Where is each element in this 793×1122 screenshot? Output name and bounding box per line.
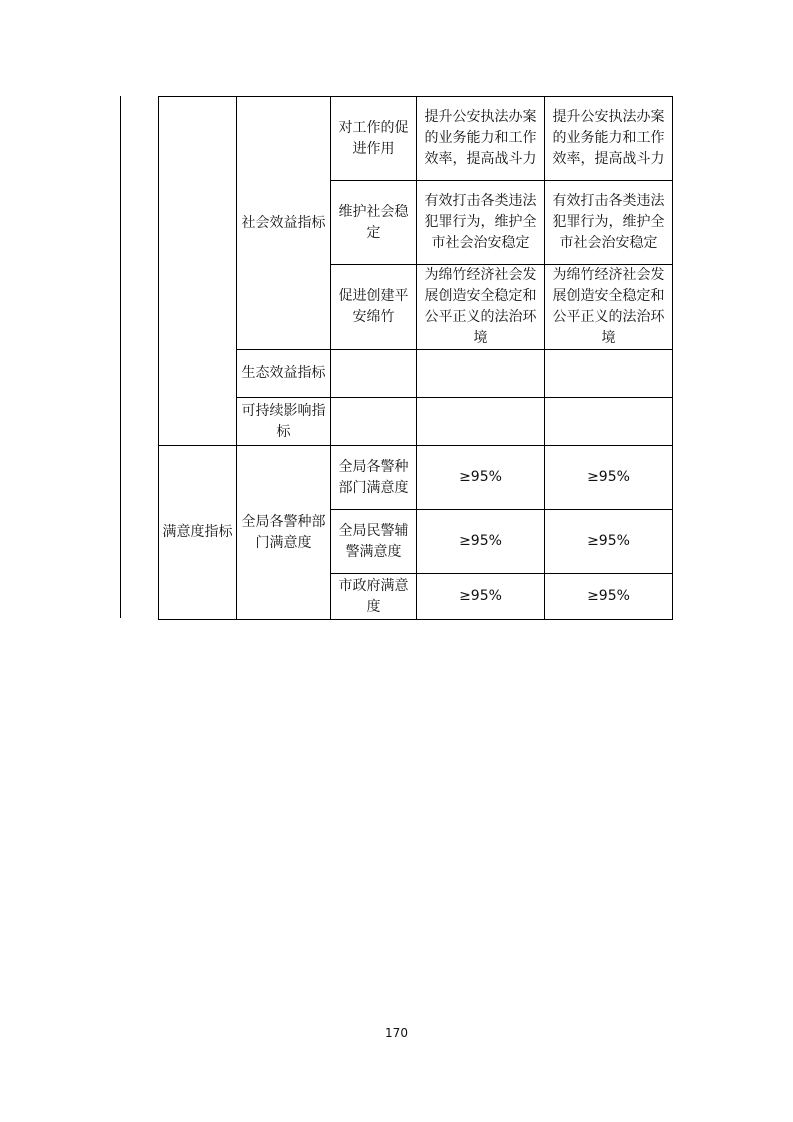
indicator-actual: 提升公安执法办案的业务能力和工作效率，提高战斗力 [545,97,673,181]
social-benefit-category: 社会效益指标 [237,97,331,350]
performance-indicator-table [158,96,673,620]
page-number: 170 [385,1026,408,1040]
satisfaction-level2: 全局各警种部门满意度 [237,446,331,620]
indicator-name: 对工作的促进作用 [331,97,417,181]
indicator-actual-empty [545,350,673,398]
indicator-name-empty [331,398,417,446]
indicator-actual: 有效打击各类违法犯罪行为，维护全市社会治安稳定 [545,181,673,265]
indicator-actual: 为绵竹经济社会发展创造安全稳定和公平正义的法治环境 [545,265,673,350]
indicator-target: 提升公安执法办案的业务能力和工作效率，提高战斗力 [417,97,545,181]
level1-cell-empty [159,97,237,446]
indicator-target: ≥95% [417,510,545,574]
indicator-target-empty [417,398,545,446]
table-row [159,350,673,398]
indicator-actual: ≥95% [545,510,673,574]
indicator-name-empty [331,350,417,398]
indicator-name: 促进创建平安绵竹 [331,265,417,350]
table-left-border-outer [120,96,121,618]
ecological-benefit-category: 生态效益指标 [237,350,331,398]
satisfaction-level1: 满意度指标 [159,446,237,620]
indicator-target: 有效打击各类违法犯罪行为，维护全市社会治安稳定 [417,181,545,265]
indicator-actual: ≥95% [545,446,673,510]
indicator-actual: ≥95% [545,574,673,620]
indicator-name: 市政府满意度 [331,574,417,620]
table-row [159,398,673,446]
indicator-name: 维护社会稳定 [331,181,417,265]
indicator-target-empty [417,350,545,398]
indicator-name: 全局各警种部门满意度 [331,446,417,510]
indicator-actual-empty [545,398,673,446]
indicator-name: 全局民警辅警满意度 [331,510,417,574]
sustainable-impact-category: 可持续影响指标 [237,398,331,446]
table-row [159,97,673,181]
indicator-target: ≥95% [417,574,545,620]
indicator-target: ≥95% [417,446,545,510]
indicator-target: 为绵竹经济社会发展创造安全稳定和公平正义的法治环境 [417,265,545,350]
table-row [159,446,673,510]
